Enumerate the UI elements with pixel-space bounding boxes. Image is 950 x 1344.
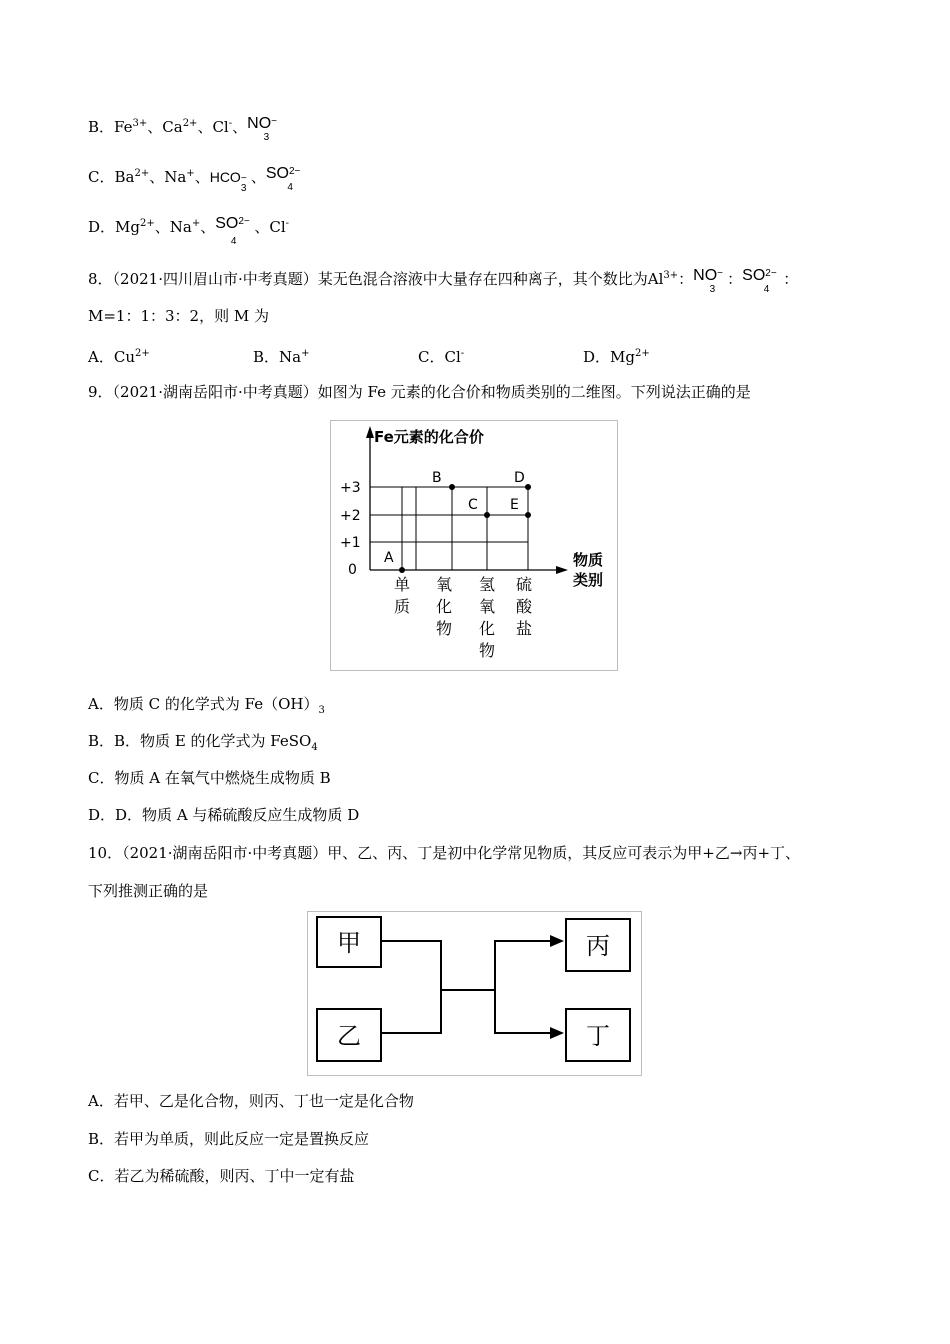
category-label: 氢 — [478, 575, 496, 594]
box-label: 乙 — [337, 1022, 361, 1050]
q9-option-d: D．D．物质 A 与稀硫酸反应生成物质 D — [88, 806, 360, 824]
category-label: 酸 — [515, 597, 533, 616]
q9-option-b: B．B．物质 E 的化学式为 FeSO$_4$ — [88, 732, 318, 753]
nitrate-ion: NO − 3 — [693, 267, 723, 295]
q10-option-c: C．若乙为稀硫酸，则丙、丁中一定有盐 — [88, 1167, 355, 1185]
point-label: C — [468, 497, 478, 513]
ytick-label: +1 — [340, 535, 361, 551]
figure-frame — [331, 421, 618, 671]
category-label: 物 — [478, 641, 496, 660]
category-label: 单 — [393, 575, 411, 594]
fe-valence-diagram — [330, 420, 618, 672]
q8-stem-cont: M=1：1：3：2，则 M 为 — [88, 307, 269, 325]
point-d — [525, 484, 531, 490]
ytick-label: +3 — [340, 480, 361, 496]
q9-stem: 9．（2021·湖南岳阳市·中考真题）如图为 Fe 元素的化合价和物质类别的二维图。下列说法正确的是 — [88, 383, 751, 401]
box-label: 甲 — [337, 929, 361, 957]
q10-stem-cont: 下列推测正确的是 — [88, 882, 209, 900]
reaction-diagram — [307, 911, 643, 1077]
box-label: 丁 — [586, 1022, 610, 1050]
sulfate-ion: SO 2− 4 — [742, 267, 777, 295]
point-c — [484, 512, 490, 518]
point-b — [449, 484, 455, 490]
x-axis-label-2: 类别 — [573, 571, 604, 589]
q10-option-a: A．若甲、乙是化合物，则丙、丁也一定是化合物 — [88, 1092, 414, 1110]
y-axis-label: Fe元素的化合价 — [374, 428, 484, 446]
ytick-label: 0 — [348, 562, 357, 578]
q8-option-a: A．$Cu^{2+}$ — [88, 348, 150, 366]
category-label: 盐 — [515, 619, 533, 638]
q7-option-c: C．$Ba^{2+}$、Na+、HCO − 3 、SO 2− 4 — [88, 165, 301, 194]
point-e — [525, 512, 531, 518]
category-label: 氧 — [478, 597, 496, 616]
bicarbonate-ion: HCO − 3 — [209, 169, 247, 194]
category-label: 质 — [393, 597, 411, 616]
q7-option-d: D．$Mg^{2+}$、Na+、SO 2− 4 、Cl- — [88, 215, 290, 247]
q9-option-a: A．物质 C 的化学式为 $Fe(OH)_3$ — [88, 695, 325, 716]
q10-option-b: B．若甲为单质，则此反应一定是置换反应 — [88, 1130, 370, 1148]
category-label: 物 — [435, 619, 453, 638]
q8-option-b: B．Na+ — [253, 348, 310, 366]
ytick-label: +2 — [340, 508, 361, 524]
point-label: D — [514, 470, 525, 486]
q10-stem: 10．（2021·湖南岳阳市·中考真题）甲、乙、丙、丁是初中化学常见物质，其反应可表示为甲+乙→丙+丁、 — [88, 844, 801, 862]
point-label: B — [432, 470, 442, 486]
box-label: 丙 — [586, 932, 610, 960]
q8-stem: 8．（2021·四川眉山市·中考真题）某无色混合溶液中大量存在四种离子，其个数比为$Al^{3+}$：NO − 3 ：SO 2− 4 ： — [88, 267, 799, 295]
sulfate-ion: SO 2− 4 — [265, 165, 301, 193]
point-a — [399, 567, 405, 573]
sulfate-ion: SO 2− 4 — [215, 215, 250, 247]
q8-option-d: D．$Mg^{2+}$ — [583, 348, 650, 366]
nitrate-ion: NO − 3 — [247, 115, 277, 143]
category-label: 硫 — [515, 575, 533, 594]
x-axis-label-1: 物质 — [573, 551, 604, 569]
category-label: 化 — [478, 619, 496, 638]
point-label: E — [510, 497, 519, 513]
category-label: 氧 — [435, 575, 453, 594]
q8-option-c: C．Cl- — [418, 348, 465, 366]
q7-option-b: B．$Fe^{3+}$、$Ca^{2+}$、Cl-、NO − 3 — [88, 115, 277, 143]
q9-option-c: C．物质 A 在氧气中燃烧生成物质 B — [88, 769, 331, 787]
point-label: A — [384, 550, 394, 566]
category-label: 化 — [435, 597, 453, 616]
